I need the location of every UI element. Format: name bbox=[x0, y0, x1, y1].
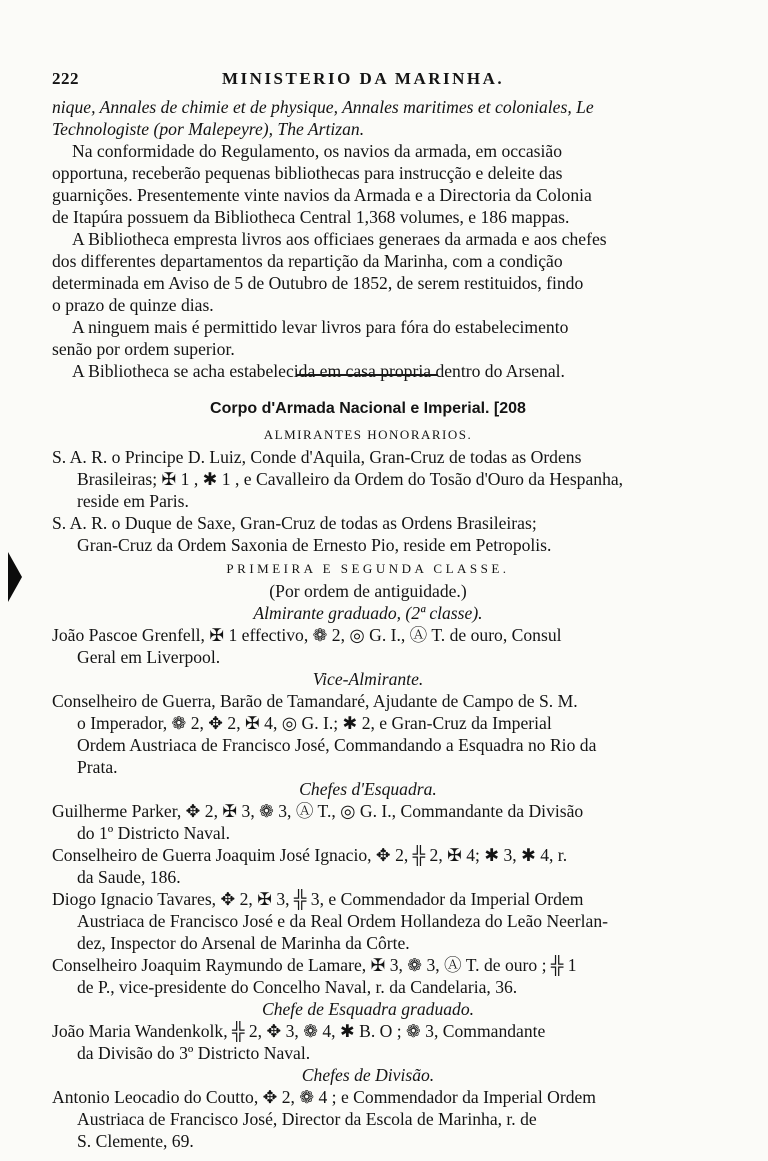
running-title: MINISTERIO DA MARINHA. bbox=[222, 69, 505, 88]
entry-line: Austriaca de Francisco José, Director da Escola de Marinha, r. de bbox=[77, 1109, 537, 1129]
entry-line: João Pascoe Grenfell, ✠ 1 effectivo, ❁ 2, ◎ G. I., Ⓐ T. de ouro, Consul bbox=[52, 625, 562, 645]
text-line: A ninguem mais é permittido levar livros para fóra do estabelecimento bbox=[72, 317, 569, 337]
page-number: 222 bbox=[52, 69, 79, 88]
entry-line: Austriaca de Francisco José e da Real Ordem Hollandeza do Leão Neerlan- bbox=[77, 911, 609, 931]
rank-heading: Almirante graduado, (2ª classe). bbox=[253, 603, 483, 623]
entry-line: Geral em Liverpool. bbox=[77, 647, 221, 667]
running-header bbox=[52, 68, 684, 90]
text-line: o prazo de quinze dias. bbox=[52, 295, 214, 315]
text-line: senão por ordem superior. bbox=[52, 339, 235, 359]
rank-heading: Chefes d'Esquadra. bbox=[299, 779, 437, 799]
text-line: determinada em Aviso de 5 de Outubro de 1852, de serem restituidos, findo bbox=[52, 273, 584, 293]
entry-line: Conselheiro de Guerra Joaquim José Ignacio, ✥ 2, ╬ 2, ✠ 4; ✱ 3, ✱ 4, r. bbox=[52, 845, 568, 865]
text-line: A Bibliotheca se acha estabelecida em casa propria dentro do Arsenal. bbox=[72, 361, 565, 381]
subsection-heading: ALMIRANTES HONORARIOS. bbox=[263, 427, 473, 442]
text-line: de Itapúra possuem da Bibliotheca Central 1,368 volumes, e 186 mappas. bbox=[52, 207, 570, 227]
binding-mark bbox=[8, 552, 22, 602]
entry-line: Brasileiras; ✠ 1 , ✱ 1 , e Cavalleiro da Ordem do Tosão d'Ouro da Hespanha, bbox=[77, 469, 624, 489]
class-subheading: (Por ordem de antiguidade.) bbox=[269, 581, 467, 601]
entry-line: Gran-Cruz da Ordem Saxonia de Ernesto Pio, reside em Petropolis. bbox=[77, 535, 552, 555]
entry-line: Guilherme Parker, ✥ 2, ✠ 3, ❁ 3, Ⓐ T., ◎ G. I., Commandante da Divisão bbox=[52, 801, 584, 821]
text-line: guarnições. Presentemente vinte navios da Armada e a Directoria da Colonia bbox=[52, 185, 592, 205]
entry-line: João Maria Wandenkolk, ╬ 2, ✥ 3, ❁ 4, ✱ B. O ; ❁ 3, Commandante bbox=[52, 1021, 546, 1041]
text-line: nique, Annales de chimie et de physique, Annales maritimes et coloniales, Le bbox=[52, 97, 594, 117]
entry-line: Prata. bbox=[77, 757, 118, 777]
entry-line: de P., vice-presidente do Concelho Naval, r. da Candelaria, 36. bbox=[77, 977, 518, 997]
section-title: Corpo d'Armada Nacional e Imperial. [208 bbox=[210, 400, 526, 417]
text-line: Na conformidade do Regulamento, os navios da armada, em occasião bbox=[72, 141, 563, 161]
text-line: dos differentes departamentos da repartição da Marinha, com a condição bbox=[52, 251, 563, 271]
entry-line: Ordem Austriaca de Francisco José, Commandando a Esquadra no Rio da bbox=[77, 735, 597, 755]
entry-line: S. Clemente, 69. bbox=[77, 1131, 194, 1151]
class-heading: PRIMEIRA E SEGUNDA CLASSE. bbox=[226, 561, 510, 576]
entry-line: do 1º Districto Naval. bbox=[77, 823, 231, 843]
rank-heading: Vice-Almirante. bbox=[312, 669, 424, 689]
text-line: opportuna, receberão pequenas bibliothecas para instrucção e deleite das bbox=[52, 163, 563, 183]
entry-line: Conselheiro de Guerra, Barão de Tamandaré, Ajudante de Campo de S. M. bbox=[52, 691, 578, 711]
text-line: A Bibliotheca empresta livros aos officiaes generaes da armada e aos chefes bbox=[72, 229, 607, 249]
rank-heading: Chefe de Esquadra graduado. bbox=[261, 999, 475, 1019]
entry-line: Conselheiro Joaquim Raymundo de Lamare, ✠ 3, ❁ 3, Ⓐ T. de ouro ; ╬ 1 bbox=[52, 955, 577, 975]
entry-line: S. A. R. o Duque de Saxe, Gran-Cruz de todas as Ordens Brasileiras; bbox=[52, 513, 537, 533]
entry-line: da Saude, 186. bbox=[77, 867, 181, 887]
entry-line: S. A. R. o Principe D. Luiz, Conde d'Aquila, Gran-Cruz de todas as Ordens bbox=[52, 447, 582, 467]
entry-line: Antonio Leocadio do Coutto, ✥ 2, ❁ 4 ; e Commendador da Imperial Ordem bbox=[52, 1087, 596, 1107]
entry-line: reside em Paris. bbox=[77, 491, 189, 511]
rank-heading: Chefes de Divisão. bbox=[301, 1065, 435, 1085]
entry-line: dez, Inspector do Arsenal de Marinha da Côrte. bbox=[77, 933, 410, 953]
entry-line: Diogo Ignacio Tavares, ✥ 2, ✠ 3, ╬ 3, e Commendador da Imperial Ordem bbox=[52, 889, 584, 909]
text-line: Technologiste (por Malepeyre), The Artizan. bbox=[52, 119, 365, 139]
entry-line: o Imperador, ❁ 2, ✥ 2, ✠ 4, ◎ G. I.; ✱ 2, e Gran-Cruz da Imperial bbox=[77, 713, 552, 733]
section-divider bbox=[296, 374, 438, 376]
entry-line: da Divisão do 3º Districto Naval. bbox=[77, 1043, 311, 1063]
